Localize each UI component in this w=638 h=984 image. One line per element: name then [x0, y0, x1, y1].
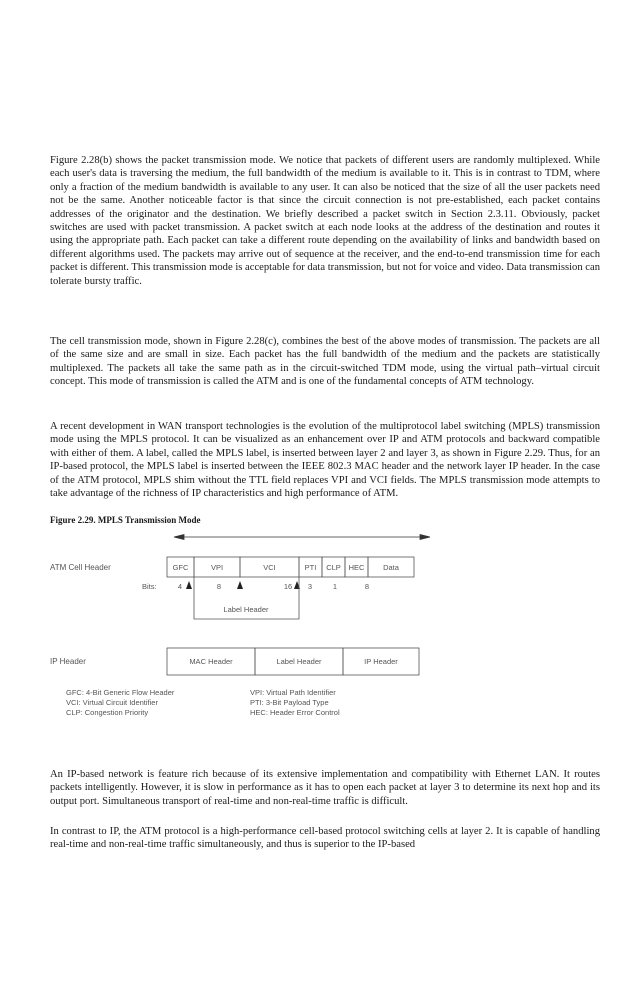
mpls-diagram [0, 525, 638, 755]
ip-header-label: IP Header [50, 657, 86, 666]
atm-field-data: Data [383, 563, 399, 572]
legend-clp: CLP: Congestion Priority [66, 708, 149, 717]
atm-field-clp: CLP [326, 563, 341, 572]
bits-hec: 8 [364, 582, 370, 591]
paragraph-ip-network: An IP-based network is feature rich because of its extensive implementation and compatibility with Ethernet LAN. It routes packets intelligently. However, it is slow in performance as it has to open each packet at layer 3 to determine its next hop and its output port. Simultaneous transport of real-time and non-real-time traffic is difficult. [50, 769, 600, 807]
paragraph-mpls: A recent development in WAN transport technologies is the evolution of the multiprotocol label switching (MPLS) transmission mode using the MPLS protocol. It can be visualized as an enhancement over IP and ATM protocols and backward compatible with either of them. A label, called the MPLS label, is inserted between layer 2 and layer 3, as shown in Figure 2.29. Thus, for an IP-based protocol, the MPLS label is inserted between the IEEE 802.3 MAC header and the network layer IP header. In the case of the ATM protocol, MPLS shim without the TTL field replaces VPI and VCI fields. The MPLS transmission mode attempts to take advantage of the richness of IP characteristics and high performance of ATM. [50, 421, 600, 500]
legend [66, 688, 340, 717]
atm-field-hec: HEC [348, 563, 365, 572]
atm-field-pti: PTI [304, 563, 317, 572]
atm-field-vci: VCI [263, 563, 276, 572]
legend-pti: PTI: 3-Bit Payload Type [250, 698, 329, 707]
atm-field-gfc: GFC [172, 563, 189, 572]
bits-vci: 16 [283, 582, 293, 591]
paragraph-cell-mode: The cell transmission mode, shown in Figure 2.28(c), combines the best of the above modes of transmission. The packets are all of the same size and are small in size. Each packet has the full bandwidth of the medium and the packets are statistically multiplexed. The packets all take the same path as in the circuit-switched TDM mode, using the virtual path–virtual circuit concept. This mode of transmission is called the ATM and is one of the fundamental concepts of ATM technology. [50, 336, 600, 388]
ip-field-ip-header: IP Header [364, 657, 398, 666]
paragraph-atm-protocol: In contrast to IP, the ATM protocol is a high-performance cell-based protocol switching cells at layer 2. It is capable of handling real-time and non-real-time traffic simultaneously, and thus is superior to the IP-based [50, 826, 600, 851]
bits-label: Bits: [142, 582, 157, 591]
atm-field-vpi: VPI [210, 563, 224, 572]
label-header-text: Label Header [223, 605, 269, 614]
legend-hec: HEC: Header Error Control [250, 708, 340, 717]
atm-field-boxes [167, 557, 414, 577]
legend-vpi: VPI: Virtual Path Identifier [250, 688, 336, 697]
figure-caption: Figure 2.29. MPLS Transmission Mode [50, 515, 201, 525]
atm-cell-header-label: ATM Cell Header [50, 563, 111, 572]
span-arrows [174, 535, 430, 540]
bits-clp: 1 [332, 582, 338, 591]
legend-gfc: GFC: 4-Bit Generic Flow Header [66, 688, 175, 697]
paragraph-packet-mode: Figure 2.28(b) shows the packet transmission mode. We notice that packets of different users are randomly multiplexed. While each user's data is traversing the medium, the full bandwidth of the medium is available to it. This is in contrast to TDM, where only a fraction of the medium bandwidth is available to any user. It can also be noticed that the size of all the user packets need not be the same. Another noticeable factor is that since the circuit connection is not pre-established, each packet contains addresses of the originator and the destination. We briefly described a packet switch in Section 2.3.11. Obviously, packet switches are used with packet transmission. A packet switch at each node looks at the address of the destination and routes it using the appropriate path. Each packet can take a different route depending on the availability of links and bandwidth based on different algorithms used. The packets may arrive out of sequence at the receiver, and the end-to-end transmission time for each packet is different. This transmission mode is acceptable for data transmission, but not for voice and video. Data transmission can tolerate bursty traffic. [50, 155, 600, 287]
bits-pti: 3 [307, 582, 313, 591]
ip-field-mac-header: MAC Header [189, 657, 233, 666]
ip-field-label-header: Label Header [276, 657, 322, 666]
legend-vci: VCI: Virtual Circuit Identifier [66, 698, 158, 707]
bits-gfc: 4 [177, 582, 183, 591]
bits-vpi: 8 [216, 582, 222, 591]
